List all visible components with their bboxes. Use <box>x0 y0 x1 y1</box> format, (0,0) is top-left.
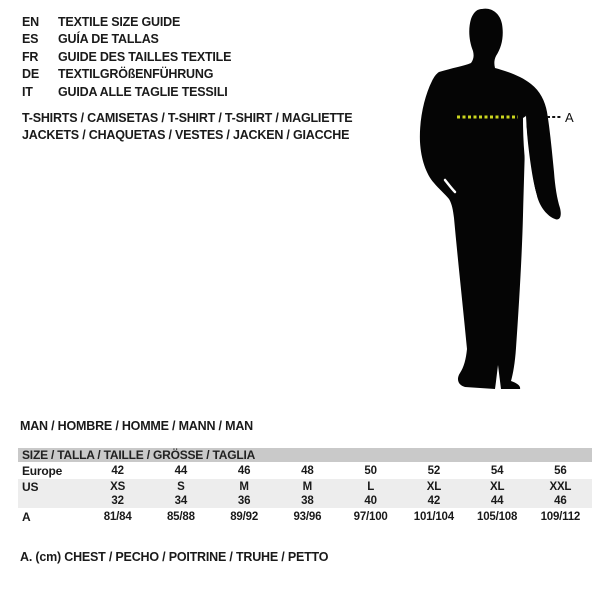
table-row-us <box>18 479 592 494</box>
section-heading-man: MAN / HOMBRE / HOMME / MANN / MAN <box>20 419 253 433</box>
language-row-it <box>22 83 231 101</box>
measure-label-a: A <box>565 110 574 125</box>
table-cell: 97/100 <box>353 511 388 523</box>
table-cell: 81/84 <box>103 511 132 523</box>
table-cell: 52 <box>427 464 441 477</box>
size-table-header: SIZE / TALLA / TAILLE / GRÖSSE / TAGLIA <box>18 448 592 462</box>
table-cell: 36 <box>237 495 251 507</box>
table-row-europe <box>18 462 592 479</box>
table-cell: 101/104 <box>413 511 454 523</box>
measurement-footnote: A. (cm) CHEST / PECHO / POITRINE / TRUHE / PETTO <box>20 550 329 564</box>
language-label: GUIDA ALLE TAGLIE TESSILI <box>58 84 228 99</box>
table-cell: 42 <box>111 464 124 477</box>
language-code: ES <box>22 32 39 47</box>
language-code: EN <box>22 14 39 29</box>
row-label: US <box>22 479 39 494</box>
table-cell: 54 <box>490 464 504 477</box>
language-code: FR <box>22 49 39 64</box>
table-cell: 42 <box>427 495 441 507</box>
table-cell: L <box>367 480 375 493</box>
silhouette-body <box>420 9 561 389</box>
table-cell: XS <box>110 480 126 493</box>
table-cell: M <box>239 480 249 493</box>
table-cell: 38 <box>301 495 314 507</box>
size-table <box>18 448 592 526</box>
garment-categories <box>22 109 352 144</box>
man-silhouette-icon <box>390 0 600 410</box>
table-cell: 105/108 <box>477 511 518 523</box>
language-label: TEXTILGRÖßENFÜHRUNG <box>58 67 214 82</box>
table-cell: XL <box>426 480 442 493</box>
table-cell: 40 <box>364 495 377 507</box>
language-label: TEXTILE SIZE GUIDE <box>58 14 181 29</box>
table-cell: 50 <box>364 464 377 477</box>
table-cell: XXL <box>549 480 572 493</box>
table-cell: 44 <box>174 464 188 477</box>
category-line-tshirts: T-SHIRTS / CAMISETAS / T-SHIRT / T-SHIRT / MAGLIETTE <box>22 110 353 125</box>
category-line-jackets: JACKETS / CHAQUETAS / VESTES / JACKEN / GIACCHE <box>22 128 350 143</box>
man-silhouette-figure <box>390 0 600 410</box>
language-row-fr <box>22 48 231 66</box>
table-cell: 56 <box>554 464 567 477</box>
language-list <box>22 13 231 101</box>
table-cell: S <box>177 480 185 493</box>
table-cell: 93/96 <box>293 511 322 523</box>
language-label: GUÍA DE TALLAS <box>58 32 159 47</box>
table-cell: M <box>302 480 313 493</box>
table-cell: XL <box>489 480 505 493</box>
table-cell: 46 <box>237 464 251 477</box>
language-row-de <box>22 66 231 84</box>
table-cell: 34 <box>174 495 188 507</box>
language-row-en <box>22 13 231 31</box>
row-label: Europe <box>22 463 63 478</box>
table-cell: 46 <box>554 495 567 507</box>
table-cell: 89/92 <box>230 511 259 523</box>
row-label: A <box>22 510 31 524</box>
table-cell: 109/112 <box>540 511 581 523</box>
table-cell: 32 <box>111 495 124 507</box>
language-code: DE <box>22 67 39 82</box>
language-label: GUIDE DES TAILLES TEXTILE <box>58 49 232 64</box>
table-cell: 48 <box>301 464 314 477</box>
language-row-es <box>22 31 231 49</box>
table-row-chest-cm <box>18 508 592 526</box>
table-cell: 44 <box>490 495 504 507</box>
table-cell: 85/88 <box>166 511 195 523</box>
language-code: IT <box>22 84 33 99</box>
table-row-us-numeric <box>18 494 592 508</box>
